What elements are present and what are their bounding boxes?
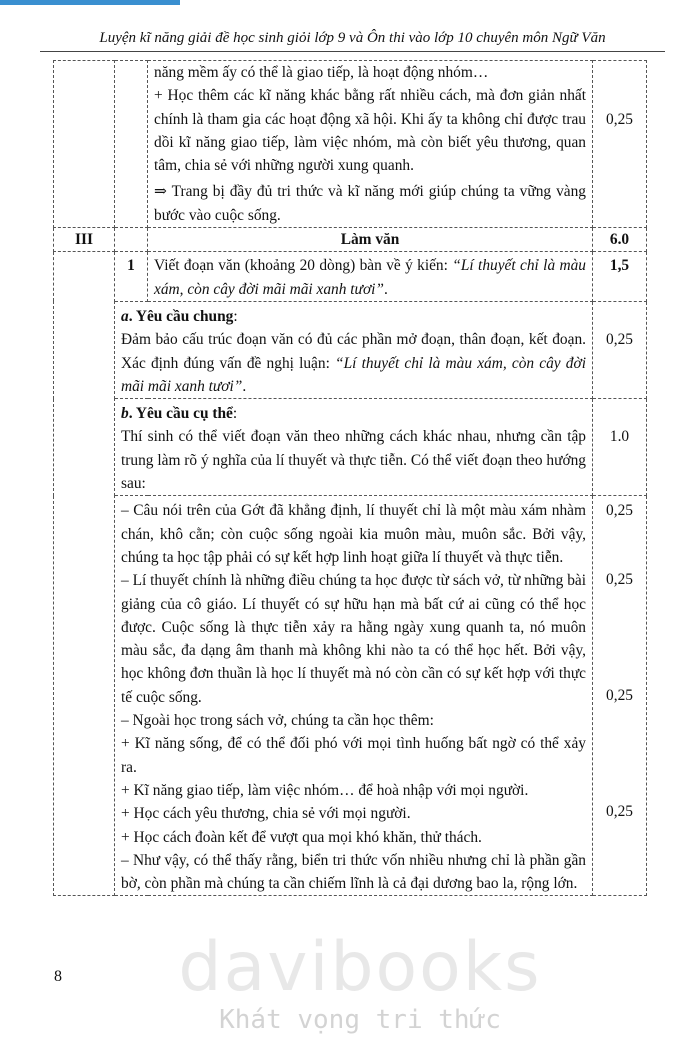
table-row xyxy=(54,61,647,228)
score-value: 0,25 xyxy=(606,803,633,821)
paragraph: năng mềm ấy có thể là giao tiếp, là hoạt động nhóm… xyxy=(154,64,489,81)
score-value: 6.0 xyxy=(593,228,647,252)
content-cell xyxy=(115,496,593,896)
paragraph: Đảm bảo cấu trúc đoạn văn có đủ các phần mở đoạn, thân đoạn, kết đoạn. Xác định đúng vấn đề nghị luận: xyxy=(121,331,586,372)
task-text: Viết đoạn văn (khoảng 20 dòng) bàn về ý kiến: xyxy=(154,257,453,275)
score-cell xyxy=(593,301,647,398)
table-row xyxy=(54,301,647,398)
content-cell xyxy=(115,301,593,398)
paragraph: Thí sinh có thể viết đoạn văn theo những cách khác nhau, nhưng cần tập trung làm rõ ý nghĩa của lí thuyết và thực tiễn. Có thể viết đoạn theo hướng sau: xyxy=(121,428,586,493)
item-cell xyxy=(115,228,148,252)
score-value: 1,5 xyxy=(593,252,647,302)
paragraph: – Ngoài học trong sách vở, chúng ta cần học thêm: xyxy=(121,712,434,730)
requirement-heading: . Yêu cầu cụ thể xyxy=(128,405,233,423)
paragraph: + Học cách yêu thương, chia sẻ với mọi người. xyxy=(121,805,411,823)
table-row xyxy=(54,228,647,252)
content-cell xyxy=(115,399,593,496)
content-cell xyxy=(148,252,593,302)
quote: “Lí thuyết chỉ là màu xám, còn cây đời mãi mãi xanh tươi” xyxy=(121,354,586,395)
score-value: 0,25 xyxy=(606,111,633,128)
punctuation: . xyxy=(242,377,247,395)
page-number: 8 xyxy=(54,968,62,985)
table-row xyxy=(54,252,647,302)
watermark-slogan: Khát vọng tri thức xyxy=(219,1005,501,1035)
paragraph: + Kĩ năng giao tiếp, làm việc nhóm… để hoà nhập với mọi người. xyxy=(121,781,529,799)
score-value: 0,25 xyxy=(606,330,633,348)
content-cell xyxy=(148,61,593,228)
paragraph: + Kĩ năng sống, để có thể đối phó với mọi tình huống bất ngờ có thể xảy ra. xyxy=(121,735,586,776)
section-cell xyxy=(54,252,115,896)
watermark-brand: davibooks xyxy=(178,928,542,1007)
paragraph: – Như vậy, có thể thấy rằng, biển tri thức vốn nhiều nhưng chỉ là phần gần bờ, còn phần mà chúng ta cần chiếm lĩnh là cả đại dương bao la, rộng lớn. xyxy=(121,851,586,893)
score-value: 0,25 xyxy=(606,687,633,705)
score-cell xyxy=(593,399,647,496)
punctuation: : xyxy=(233,307,238,325)
score-value: 1.0 xyxy=(609,428,630,446)
paragraph: + Học cách đoàn kết để vượt qua mọi khó khăn, thử thách. xyxy=(121,828,482,846)
item-number: 1 xyxy=(115,252,148,302)
score-cell xyxy=(593,61,647,228)
section-cell xyxy=(54,61,115,228)
requirement-heading: . Yêu cầu chung xyxy=(128,307,234,325)
paragraph: + Học thêm các kĩ năng khác bằng rất nhiều cách, mà đơn giản nhất chính là tham gia các hoạt động xã hội. Khi ấy ta không chỉ được trau dồi kĩ năng giao tiếp, làm việc nhóm, mà còn biết yêu thương, quan tâm, chia sẻ với những người xung quanh. xyxy=(154,87,586,175)
section-title: Làm văn xyxy=(148,228,593,252)
requirement-letter: b xyxy=(121,405,129,423)
section-number: III xyxy=(54,228,115,252)
task-quote: “Lí thuyết chỉ là màu xám, còn cây đời mãi mãi xanh tươi” xyxy=(154,257,587,298)
answer-table xyxy=(53,60,647,896)
paragraph: ⇒ Trang bị đầy đủ tri thức và kĩ năng mới giúp chúng ta vững vàng bước vào cuộc sống. xyxy=(154,183,586,224)
table-row xyxy=(54,399,647,496)
top-accent-bar xyxy=(0,0,180,5)
running-header: Luyện kĩ năng giải đề học sinh giỏi lớp 9 và Ôn thi vào lớp 10 chuyên môn Ngữ Văn xyxy=(40,30,665,52)
item-cell xyxy=(115,61,148,228)
score-value: 0,25 xyxy=(606,502,633,520)
requirement-letter: a xyxy=(121,307,129,325)
table-row xyxy=(54,496,647,896)
punctuation: . xyxy=(384,280,388,298)
punctuation: : xyxy=(232,405,238,423)
score-value: 0,25 xyxy=(606,571,633,589)
score-cell xyxy=(593,496,647,896)
paragraph: – Lí thuyết chính là những điều chúng ta học được từ sách vở, từ những bài giảng của cô giáo. Lí thuyết có sự hữu hạn mà bất cứ ai cũng có thể học được. Cuộc sống là thực tiễn xảy ra hằng ngày xung quanh ta, nó muôn màu sắc, đa dạng âm thanh mà không khi nào ta có thể học hết. Bởi vậy, học không đơn thuần là học lí thuyết mà nó còn cần có sự kết hợp với thực tế cuộc sống. xyxy=(121,572,586,706)
paragraph: – Câu nói trên của Gớt đã khẳng định, lí thuyết chỉ là một màu xám nhàm chán, khô cằn; còn cuộc sống ngoài kia muôn màu, muôn sắc. Bởi vậy, chúng ta học tập phải có sự kết hợp linh hoạt giữa lí thuyết và thực tiễn. xyxy=(121,502,586,566)
